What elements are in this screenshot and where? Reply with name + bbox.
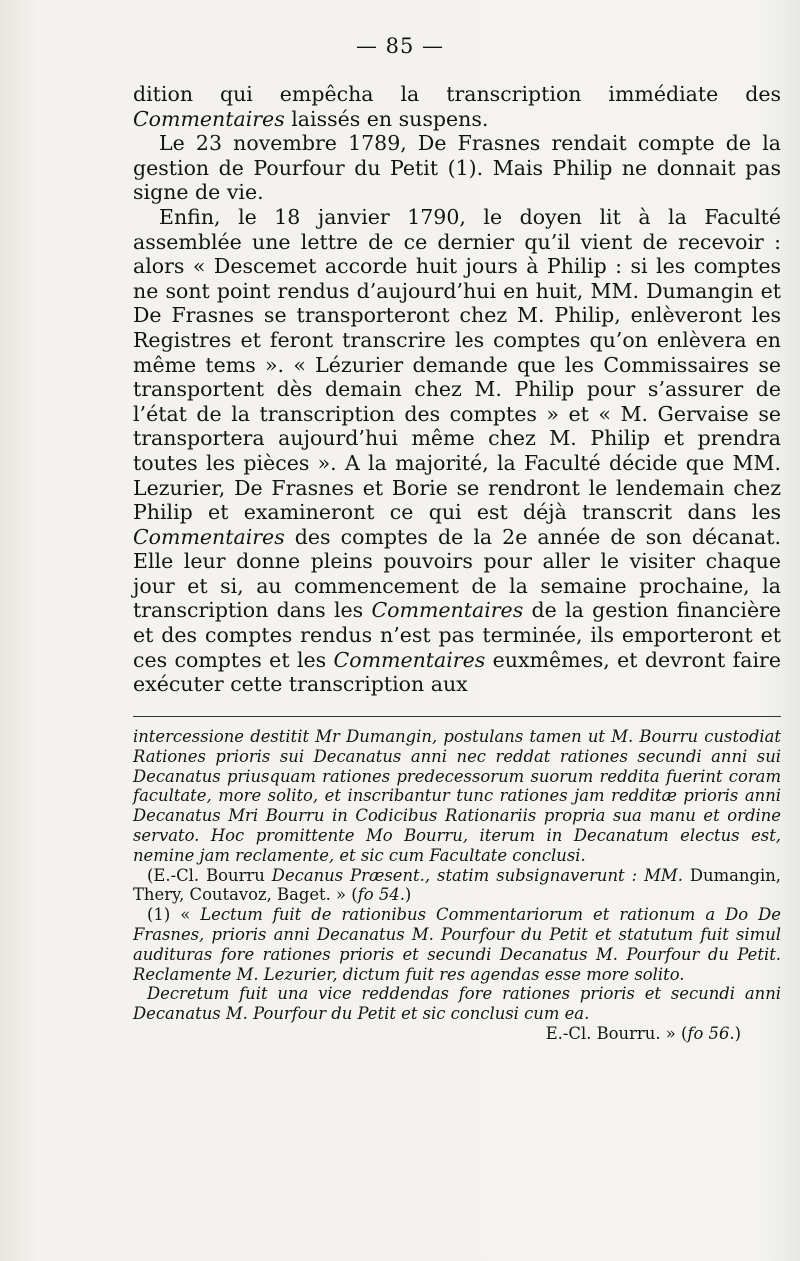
- text-run: (1) «: [147, 905, 201, 925]
- text-run: laissés en suspens.: [284, 106, 489, 131]
- text-run: ): [404, 885, 412, 905]
- footnote-continuation: [133, 727, 781, 866]
- italic-run: fo 54.: [357, 885, 405, 905]
- italic-run: Decretum fuit una vice reddendas fore rationes prioris et secundi anni Decanatus M. Pourfour du Petit et sic conclusi cum ea.: [133, 984, 781, 1024]
- paragraph-3: [133, 205, 781, 697]
- text-run: ): [734, 1023, 741, 1043]
- footnote-1: [133, 905, 781, 984]
- text-run: euxmêmes, et devront faire exécuter cette transcription aux: [133, 647, 781, 697]
- footnote-signature: [133, 1024, 781, 1044]
- italic-run: intercessione destitit Mr Dumangin, postulans tamen ut M. Bourru custodiat Rationes prioris sui Decanatus anni nec reddat rationes secundi anni sui Decanatus priusquam rationes predecessorum suorum reddita fuerint coram facultate, more solito, et inscribantur tunc rationes jam redditæ prioris anni Decanatus Mri Bourru in Codicibus Rationariis propria sua manu et ordine servato. Hoc promittente Mo Bourru, iterum in Decanatum electus est, nemine jam reclamente, et sic cum Facultate conclusi.: [133, 727, 781, 865]
- footnote-attribution: [133, 866, 781, 906]
- text-run: (E.-Cl. Bourru: [147, 865, 272, 885]
- text-run: Dumangin, Thery, Coutavoz, Baget. » (: [133, 865, 781, 905]
- italic-run: Commentaires: [333, 647, 486, 672]
- paragraph-1: [133, 82, 781, 131]
- footnotes: [133, 727, 781, 1044]
- main-text: [133, 82, 781, 697]
- text-run: E.-Cl. Bourru. » (: [545, 1023, 688, 1043]
- italic-run: Commentaires: [133, 524, 285, 549]
- italic-run: Lectum fuit de rationibus Commentariorum et rationum a Do De Frasnes, prioris anni Decanatus M. Pourfour du Petit et statutum fuit simul audituras fore rationes prioris et secundi Decanatus M. Pourfour du Petit. Reclamente M. Lezurier, dictum fuit res agendas esse more solito.: [133, 905, 781, 984]
- paragraph-2: Le 23 novembre 1789, De Frasnes rendait compte de la gestion de Pourfour du Petit (1). Mais Philip ne donnait pas signe de vie.: [133, 131, 781, 205]
- italic-run: Commentaires: [371, 598, 524, 623]
- page-number: — 85 —: [355, 34, 445, 58]
- footnote-1-decree: [133, 984, 781, 1024]
- italic-run: fo 56.: [687, 1023, 735, 1043]
- footnote-divider: [133, 716, 781, 717]
- text-run: dition qui empêcha la transcription immédiate des: [133, 82, 781, 106]
- text-run: Enfin, le 18 janvier 1790, le doyen lit à la Faculté assemblée une lettre de ce dernier qu’il vient de recevoir : alors « Descemet accorde huit jours à Philip : si les comptes ne sont point rendus d’aujourd’hui en huit, MM. Dumangin et De Frasnes se transporteront chez M. Philip, enlèveront les Registres et feront transcrire les comptes qu’on enlèvera en même tems ». « Lézurier demande que les Commissaires se transportent dès demain chez M. Philip pour s’assurer de l’état de la transcription des comptes » et « M. Gervaise se transportera aujourd’hui même chez M. Philip et prendra toutes les pièces ». A la majorité, la Faculté décide que MM. Lezurier, De Frasnes et Borie se rendront le lendemain chez Philip et examineront ce qui est déjà transcrit dans les: [133, 204, 781, 525]
- text-run: de la gestion financière et des comptes rendus n’est pas terminée, ils emporteront et ces comptes et les: [133, 598, 782, 672]
- text-run: des comptes de la 2e année de son décanat. Elle leur donne pleins pouvoirs pour aller le visiter chaque jour et si, au commencement de la semaine prochaine, la transcription dans les: [133, 524, 781, 623]
- italic-run: Commentaires: [133, 106, 285, 131]
- italic-run: Decanus Præsent., statim subsignaverunt : MM.: [271, 865, 683, 885]
